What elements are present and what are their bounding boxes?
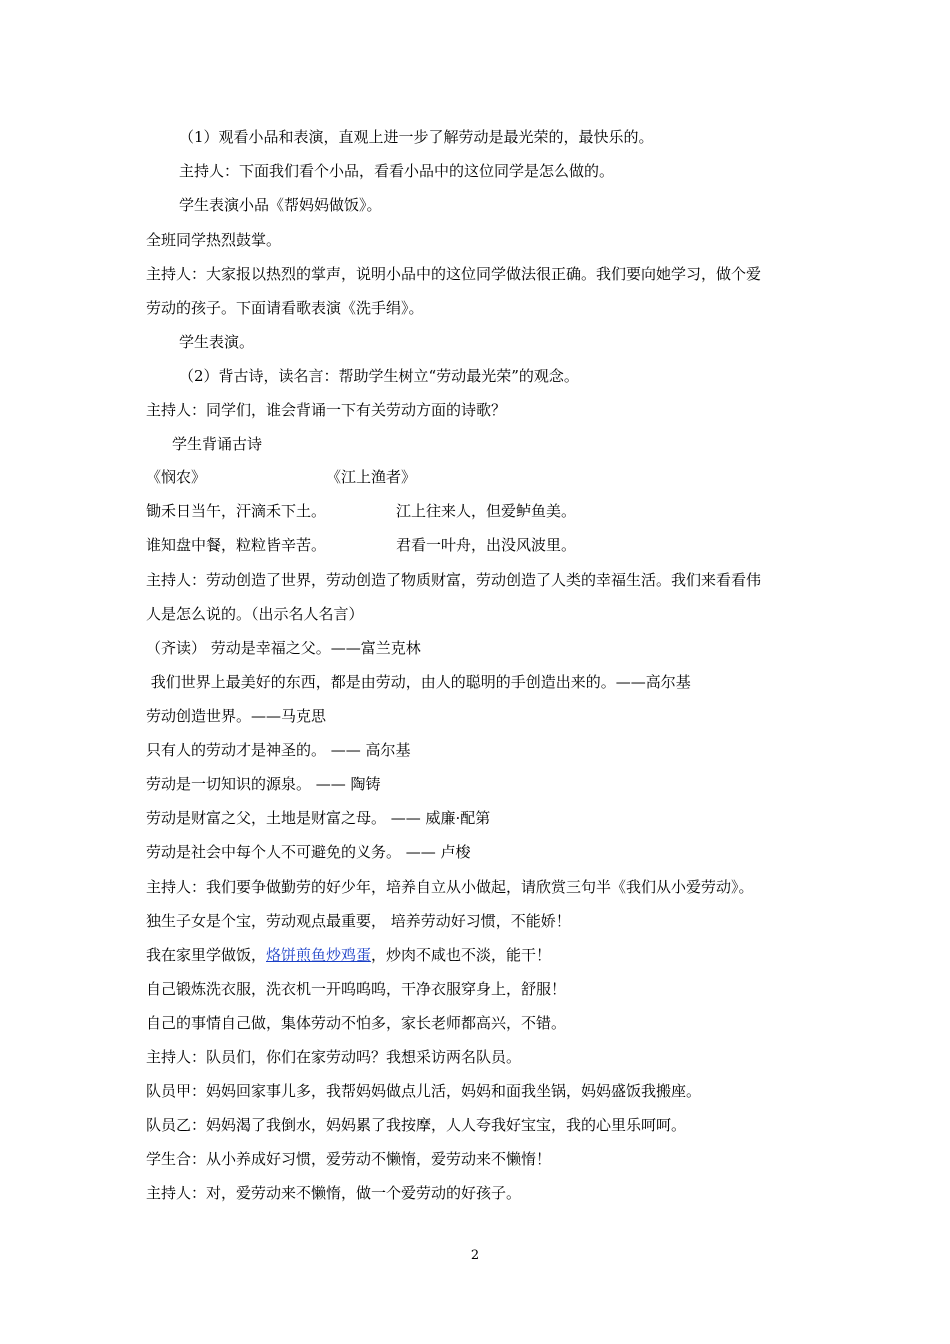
paragraph: 学生合：从小养成好习惯，爱劳动不懒惰，爱劳动来不懒惰！ (146, 1150, 552, 1168)
paragraph: 全班同学热烈鼓掌。 (146, 231, 282, 249)
poem-title-right: 《江上渔者》 (326, 468, 417, 486)
paragraph: 学生背诵古诗 (172, 435, 263, 453)
paragraph: 队员乙：妈妈渴了我倒水，妈妈累了我按摩，人人夸我好宝宝，我的心里乐呵呵。 (146, 1116, 687, 1134)
paragraph: 主持人：我们要争做勤劳的好少年，培养自立从小做起，请欣赏三句半《我们从小爱劳动》。 (146, 878, 754, 896)
paragraph: 队员甲：妈妈回家事儿多，我帮妈妈做点儿活，妈妈和面我坐锅，妈妈盛饭我搬座。 (146, 1082, 702, 1100)
paragraph: 学生表演小品《帮妈妈做饭》。 (179, 196, 382, 214)
quote: 劳动是财富之父，土地是财富之母。 —— 威廉·配第 (146, 809, 491, 827)
paragraph: 主持人：下面我们看个小品，看看小品中的这位同学是怎么做的。 (179, 162, 615, 180)
paragraph: 学生表演。 (179, 333, 255, 351)
quote: 我们世界上最美好的东西，都是由劳动，由人的聪明的手创造出来的。——高尔基 (146, 673, 691, 691)
hyperlink[interactable]: 烙饼煎鱼炒鸡蛋 (266, 946, 372, 964)
poem-line-right: 君看一叶舟，出没风波里。 (396, 536, 577, 554)
paragraph: （2）背古诗，读名言：帮助学生树立“劳动最光荣”的观念。 (179, 367, 579, 385)
verse-line: 自己的事情自己做，集体劳动不怕多，家长老师都高兴，不错。 (146, 1014, 567, 1032)
verse-suffix: ，炒肉不咸也不淡，能干！ (371, 946, 552, 964)
verse-line: 自己锻炼洗衣服，洗衣机一开呜呜呜，干净衣服穿身上，舒服！ (146, 980, 567, 998)
paragraph: 主持人：队员们，你们在家劳动吗？我想采访两名队员。 (146, 1048, 522, 1066)
poem-line-left: 锄禾日当午，汗滴禾下土。 (146, 502, 327, 520)
poem-title-left: 《悯农》 (146, 468, 207, 486)
quote: 只有人的劳动才是神圣的。 —— 高尔基 (146, 741, 411, 759)
paragraph: 主持人：对，爱劳动来不懒惰，做一个爱劳动的好孩子。 (146, 1184, 522, 1202)
quote: 劳动是一切知识的源泉。 —— 陶铸 (146, 775, 381, 793)
verse-prefix: 我在家里学做饭， (146, 946, 267, 964)
poem-line-left: 谁知盘中餐，粒粒皆辛苦。 (146, 536, 327, 554)
paragraph: （1）观看小品和表演，直观上进一步了解劳动是最光荣的，最快乐的。 (179, 128, 654, 146)
paragraph: 主持人：同学们，谁会背诵一下有关劳动方面的诗歌？ (146, 401, 507, 419)
paragraph: 主持人：大家报以热烈的掌声，说明小品中的这位同学做法很正确。我们要向她学习，做个爱 (146, 265, 762, 283)
verse-line: 独生子女是个宝，劳动观点最重要， 培养劳动好习惯，不能娇！ (146, 912, 571, 930)
quote: （齐读） 劳动是幸福之父。——富兰克林 (146, 639, 421, 657)
paragraph: 人是怎么说的。（出示名人名言） (146, 605, 364, 623)
verse-line (146, 945, 551, 965)
page-number: 2 (470, 1248, 480, 1263)
quote: 劳动是社会中每个人不可避免的义务。 —— 卢梭 (146, 843, 471, 861)
paragraph: 劳动的孩子。下面请看歌表演《洗手绢》。 (146, 299, 424, 317)
paragraph: 主持人：劳动创造了世界，劳动创造了物质财富，劳动创造了人类的幸福生活。我们来看看伟 (146, 571, 762, 589)
poem-line-right: 江上往来人，但爱鲈鱼美。 (396, 502, 577, 520)
quote: 劳动创造世界。——马克思 (146, 707, 327, 725)
